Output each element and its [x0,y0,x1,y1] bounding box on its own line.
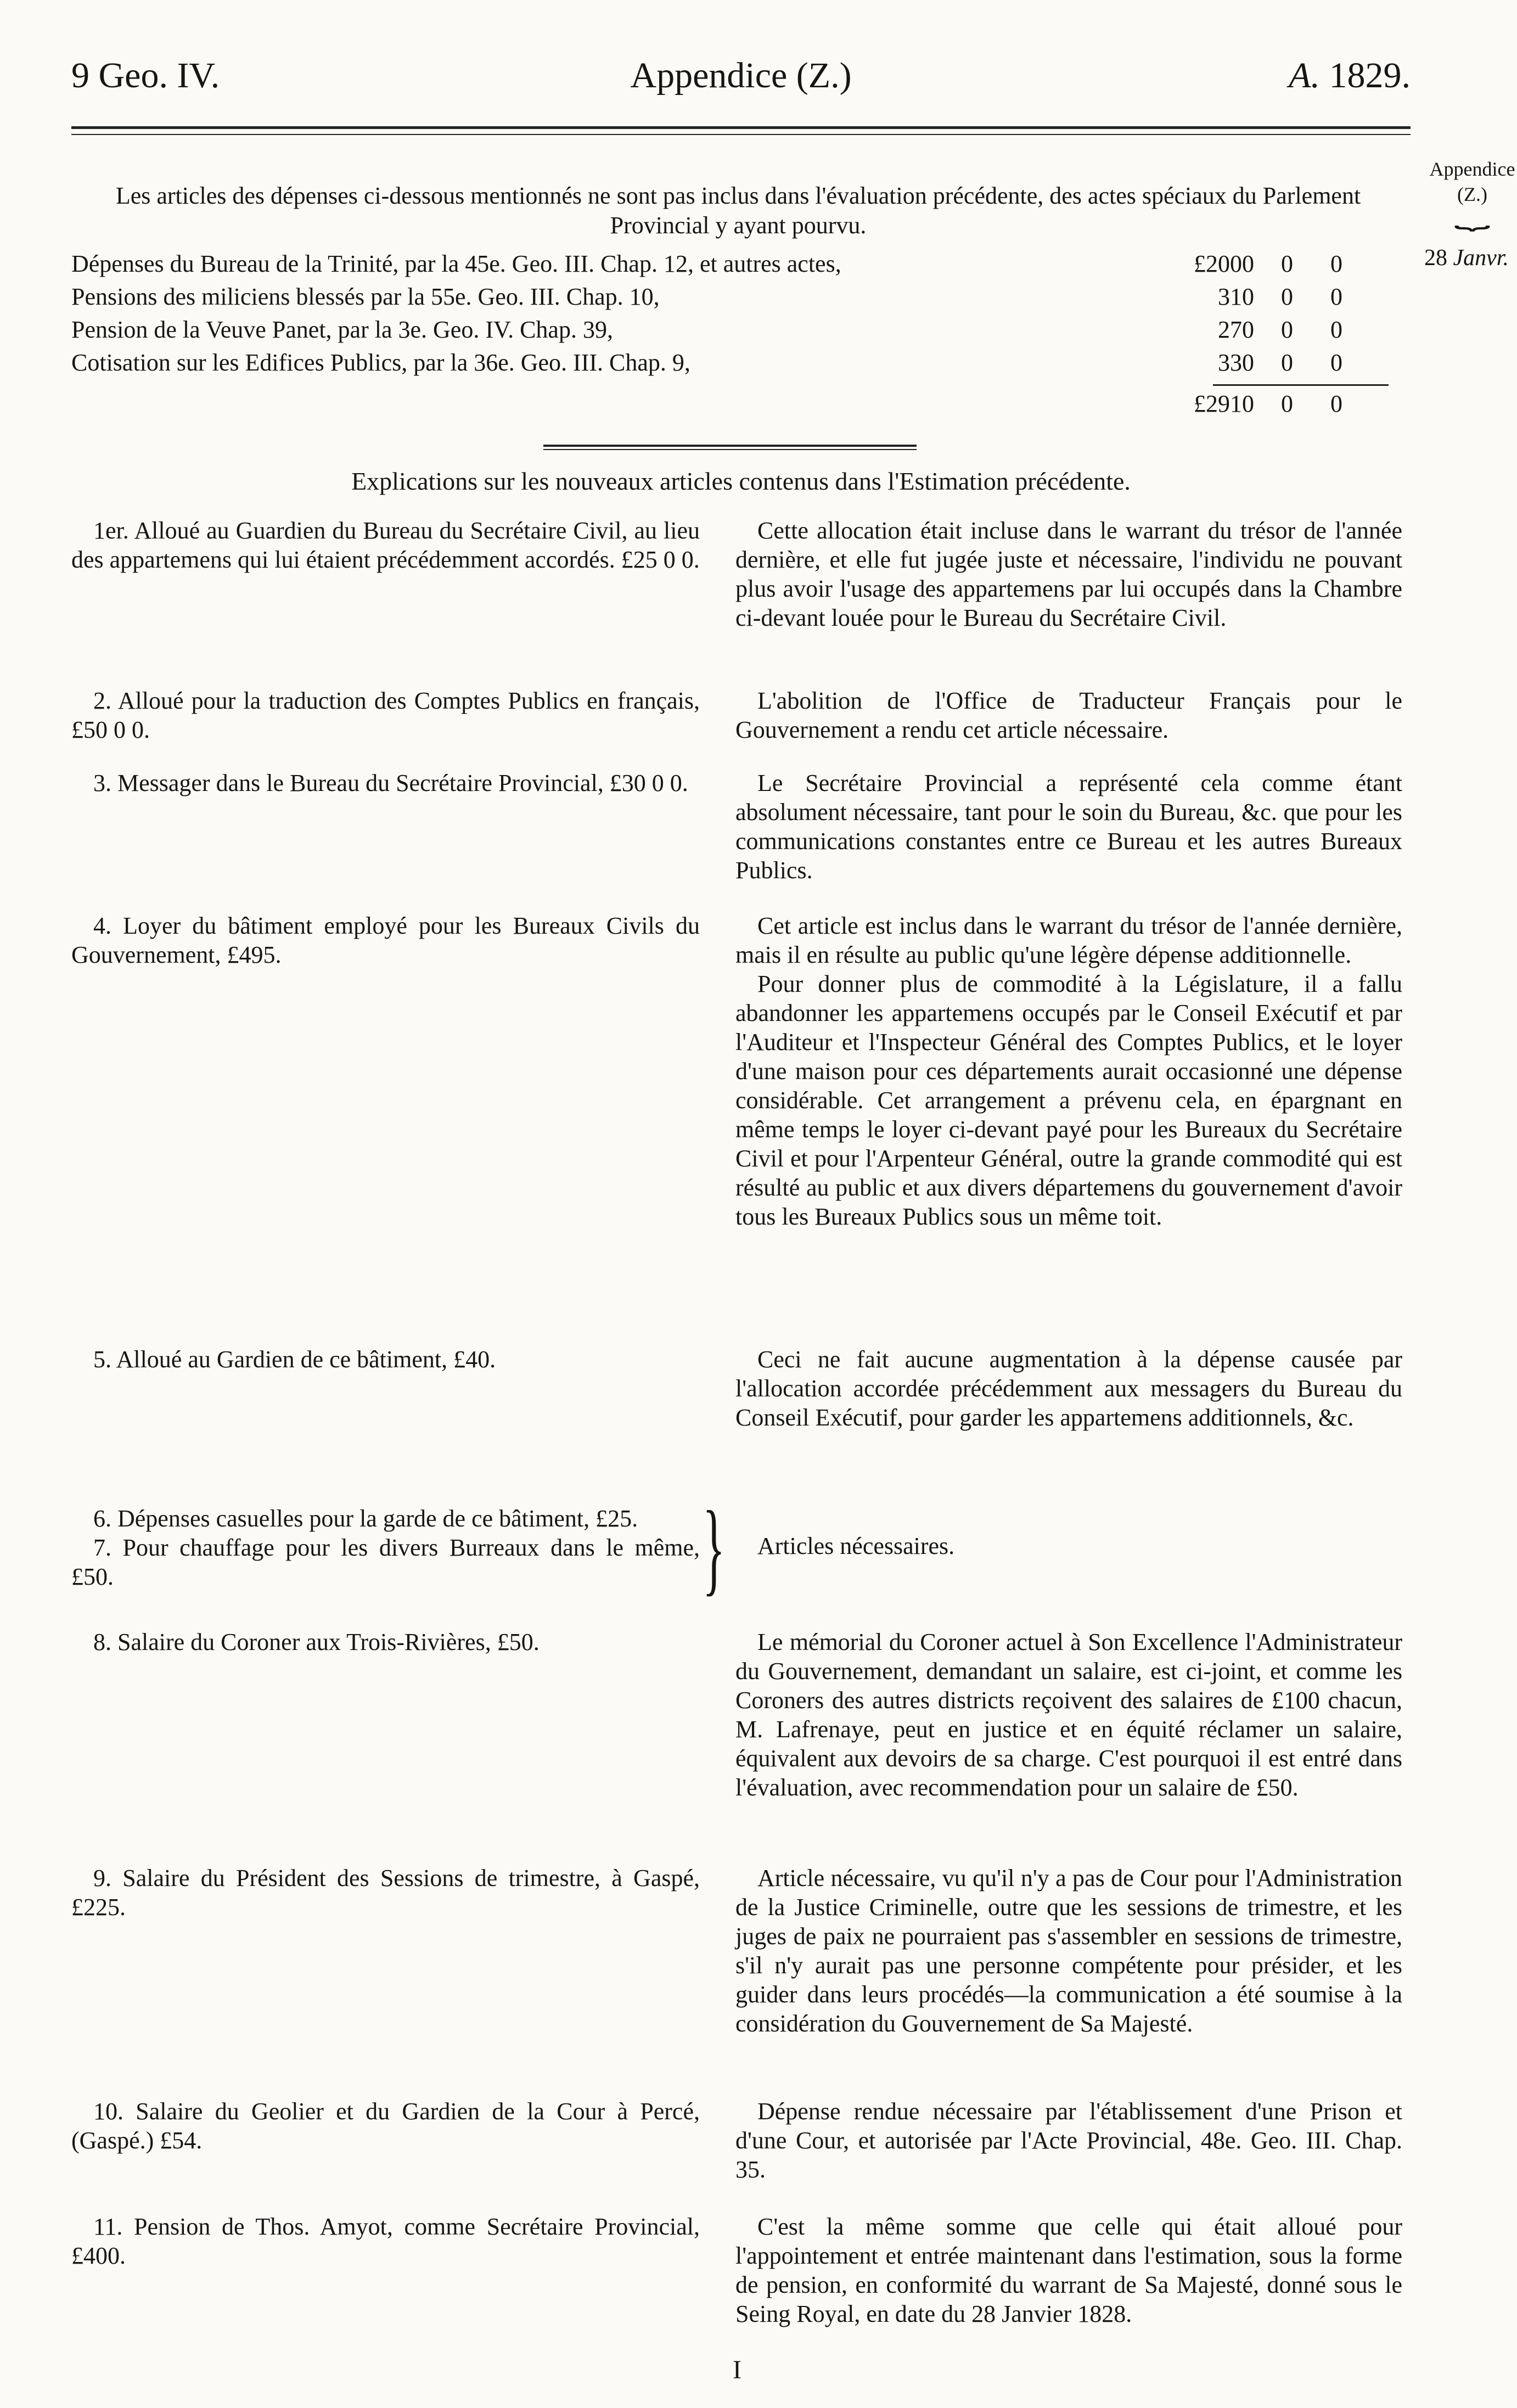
item-description [71,768,700,798]
expense-pence: 0 [1330,250,1342,277]
expense-pounds: 330 [1218,349,1254,376]
expense-shillings: 0 [1281,250,1293,277]
item-description [71,1504,700,1591]
explanation-text: C'est la même somme que celle qui était alloué pour l'appointement et entrée maintenant dans l'estimation, sous la forme de pension, en conformité du warrant de Sa Majesté, donné sous le Seing Royal, en date du 28 Janvier 1828. [735,2213,1402,2327]
section-heading: Explications sur les nouveaux articles contenus dans l'Estimation précédente. [351,467,1131,495]
item-description [71,1345,700,1374]
item-description [71,516,700,574]
total-shillings: 0 [1281,390,1293,417]
margin-date [1424,245,1517,271]
year-prefix: A. [1289,55,1320,96]
item-text: 7. Pour chauffage pour les divers Burreaux dans le même, £50. [71,1534,700,1590]
expense-pounds: 270 [1218,316,1254,343]
item-description [71,1863,700,1922]
margin-day: 28 [1424,245,1447,271]
expense-total [1144,390,1353,418]
item-explanation [735,1531,1402,1561]
margin-title: Appendice [1429,158,1515,180]
expense-amount [1144,250,1353,278]
expense-row [71,349,1411,381]
brace-icon: } [703,1490,726,1606]
explanation-text: Cet article est inclus dans le warrant du trésor de l'année dernière, mais il en résulte au public qu'une légère dépense additionnelle. [735,912,1402,968]
expense-row [71,316,1411,349]
item-description [71,1627,700,1657]
explanation-text: Pour donner plus de commodité à la Législature, il a fallu abandonner les appartemens occupés par le Conseil Exécutif et par l'Auditeur et l'Inspecteur Général des Comptes Publics, et le loyer d'une maison pour ces départements aurait occasionné une dépense considérable. Cet arrangement a prévenu cela, en épargnant en même temps le loyer ci-devant payé pour les Bureaux du Secrétaire Civil et pour l'Arpenteur Général, outre la grande commodité qui est résulté au public et aux divers départemens du gouvernement d'avoir tous les Bureaux Publics sous un même toit. [735,970,1402,1230]
year-reference [1289,55,1411,97]
expense-label: Pension de la Veuve Panet, par la 3e. Geo. IV. Chap. 39, [71,316,613,343]
item-explanation [735,1863,1402,2038]
section-rule [543,445,917,450]
item-description [71,2212,700,2270]
item-text: 4. Loyer du bâtiment employé pour les Bureaux Civils du Gouvernement, £495. [71,912,700,968]
item-explanation [735,686,1402,744]
item-explanation [735,911,1402,1231]
brace-icon: ⏟ [1454,200,1491,229]
item-explanation [735,2097,1402,2184]
item-text: 11. Pension de Thos. Amyot, comme Secrétaire Provincial, £400. [71,2213,700,2269]
item-text: 8. Salaire du Coroner aux Trois-Rivières, £50. [93,1629,540,1655]
expense-amount [1144,349,1353,377]
expense-pence: 0 [1330,283,1342,310]
intro-paragraph: Les articles des dépenses ci-dessous mentionnés ne sont pas inclus dans l'évaluation précédente, des actes spéciaux du Parlement Provincial y ayant pourvu. [115,182,1361,239]
expense-pence: 0 [1330,316,1342,343]
expense-amount [1144,283,1353,311]
item-description [71,2097,700,2155]
item-text: 6. Dépenses casuelles pour la garde de ce bâtiment, £25. [93,1505,638,1532]
item-explanation [735,1345,1402,1432]
session-reference: 9 Geo. IV. [71,55,220,96]
header-rule [71,126,1411,135]
explanation-text: Dépense rendue nécessaire par l'établissement d'une Prison et d'une Cour, et autorisée par l'Acte Provincial, 48e. Geo. III. Chap. 35. [735,2098,1402,2183]
expense-label: Pensions des miliciens blessés par la 55e. Geo. III. Chap. 10, [71,283,660,310]
explanation-text: Ceci ne fait aucune augmentation à la dépense causée par l'allocation accordée précédemment aux messagers du Bureau du Conseil Exécutif, pour garder les appartemens additionnels, &c. [735,1346,1402,1431]
margin-code: (Z.) [1457,183,1487,205]
expense-shillings: 0 [1281,283,1293,310]
document-page [71,33,1515,2393]
item-text: 10. Salaire du Geolier et du Gardien de la Cour à Percé, (Gaspé.) £54. [71,2098,700,2154]
expense-row [71,250,1411,283]
expense-shillings: 0 [1281,349,1293,376]
total-rule [1213,384,1389,386]
explanation-text: L'abolition de l'Office de Traducteur Français pour le Gouvernement a rendu cet article nécessaire. [735,687,1402,743]
expense-pence: 0 [1330,349,1342,376]
page-folio: I [733,2355,741,2384]
item-text: 5. Alloué au Gardien de ce bâtiment, £40. [93,1346,496,1373]
explanation-text: Le Secrétaire Provincial a représenté cela comme étant absolument nécessaire, tant pour le soin du Bureau, &c. que pour les communications constantes entre ce Bureau et les autres Bureaux Publics. [735,770,1402,884]
expense-table [71,250,1411,381]
item-explanation [735,1627,1402,1802]
expense-pounds: £2000 [1194,250,1254,277]
expense-shillings: 0 [1281,316,1293,343]
item-explanation [735,516,1402,632]
item-description [71,686,700,744]
total-pounds: £2910 [1194,390,1254,417]
item-text: 9. Salaire du Président des Sessions de trimestre, à Gaspé, £225. [71,1865,700,1921]
expense-row [71,283,1411,316]
explanation-text: Cette allocation était incluse dans le warrant du trésor de l'année dernière, et elle fut jugée juste et nécessaire, l'individu ne pouvant plus avoir l'usage des appartemens par lui occupés dans la Chambre ci-devant louée pour le Bureau du Secrétaire Civil. [735,517,1402,631]
explanation-text: Articles nécessaires. [757,1533,955,1559]
expense-amount [1144,316,1353,344]
item-text: 2. Alloué pour la traduction des Comptes Publics en français, £50 0 0. [71,687,700,743]
page-title: Appendice (Z.) [630,55,852,96]
item-text: 1er. Alloué au Guardien du Bureau du Secrétaire Civil, au lieu des appartemens qui lui étaient précédemment accordés. £25 0 0. [71,517,700,573]
total-pence: 0 [1330,390,1342,417]
explanation-text: Le mémorial du Coroner actuel à Son Excellence l'Administrateur du Gouvernement, demandant un salaire, est ci-joint, et comme les Coroners des autres districts reçoivent des salaires de £100 chacun, M. Lafrenaye, peut en justice et en équité réclamer un salaire, équivalent aux devoirs de sa charge. C'est pourquoi il est entré dans l'évaluation, avec recommendation pour un salaire de £50. [735,1629,1402,1801]
expense-label: Dépenses du Bureau de la Trinité, par la 45e. Geo. III. Chap. 12, et autres actes, [71,250,841,277]
page-header [71,55,1411,115]
margin-month: Janvr. [1453,245,1509,271]
item-text: 3. Messager dans le Bureau du Secrétaire Provincial, £30 0 0. [93,770,688,796]
explanation-text: Article nécessaire, vu qu'il n'y a pas de Cour pour l'Administration de la Justice Criminelle, outre que les sessions de trimestre, et les juges de paix ne pourraient pas s'assembler en sessions de trimestre, s'il n'y aurait pas une personne compétente pour présider, et les guider dans leurs procédés—la communication a été soumise à la considération du Gouvernement de Sa Majesté. [735,1865,1402,2037]
margin-note [1424,156,1517,271]
item-explanation [735,768,1402,885]
item-description [71,911,700,969]
year-value: 1829. [1329,55,1411,96]
item-explanation [735,2212,1402,2328]
expense-label: Cotisation sur les Edifices Publics, par la 36e. Geo. III. Chap. 9, [71,349,690,376]
expense-pounds: 310 [1218,283,1254,310]
